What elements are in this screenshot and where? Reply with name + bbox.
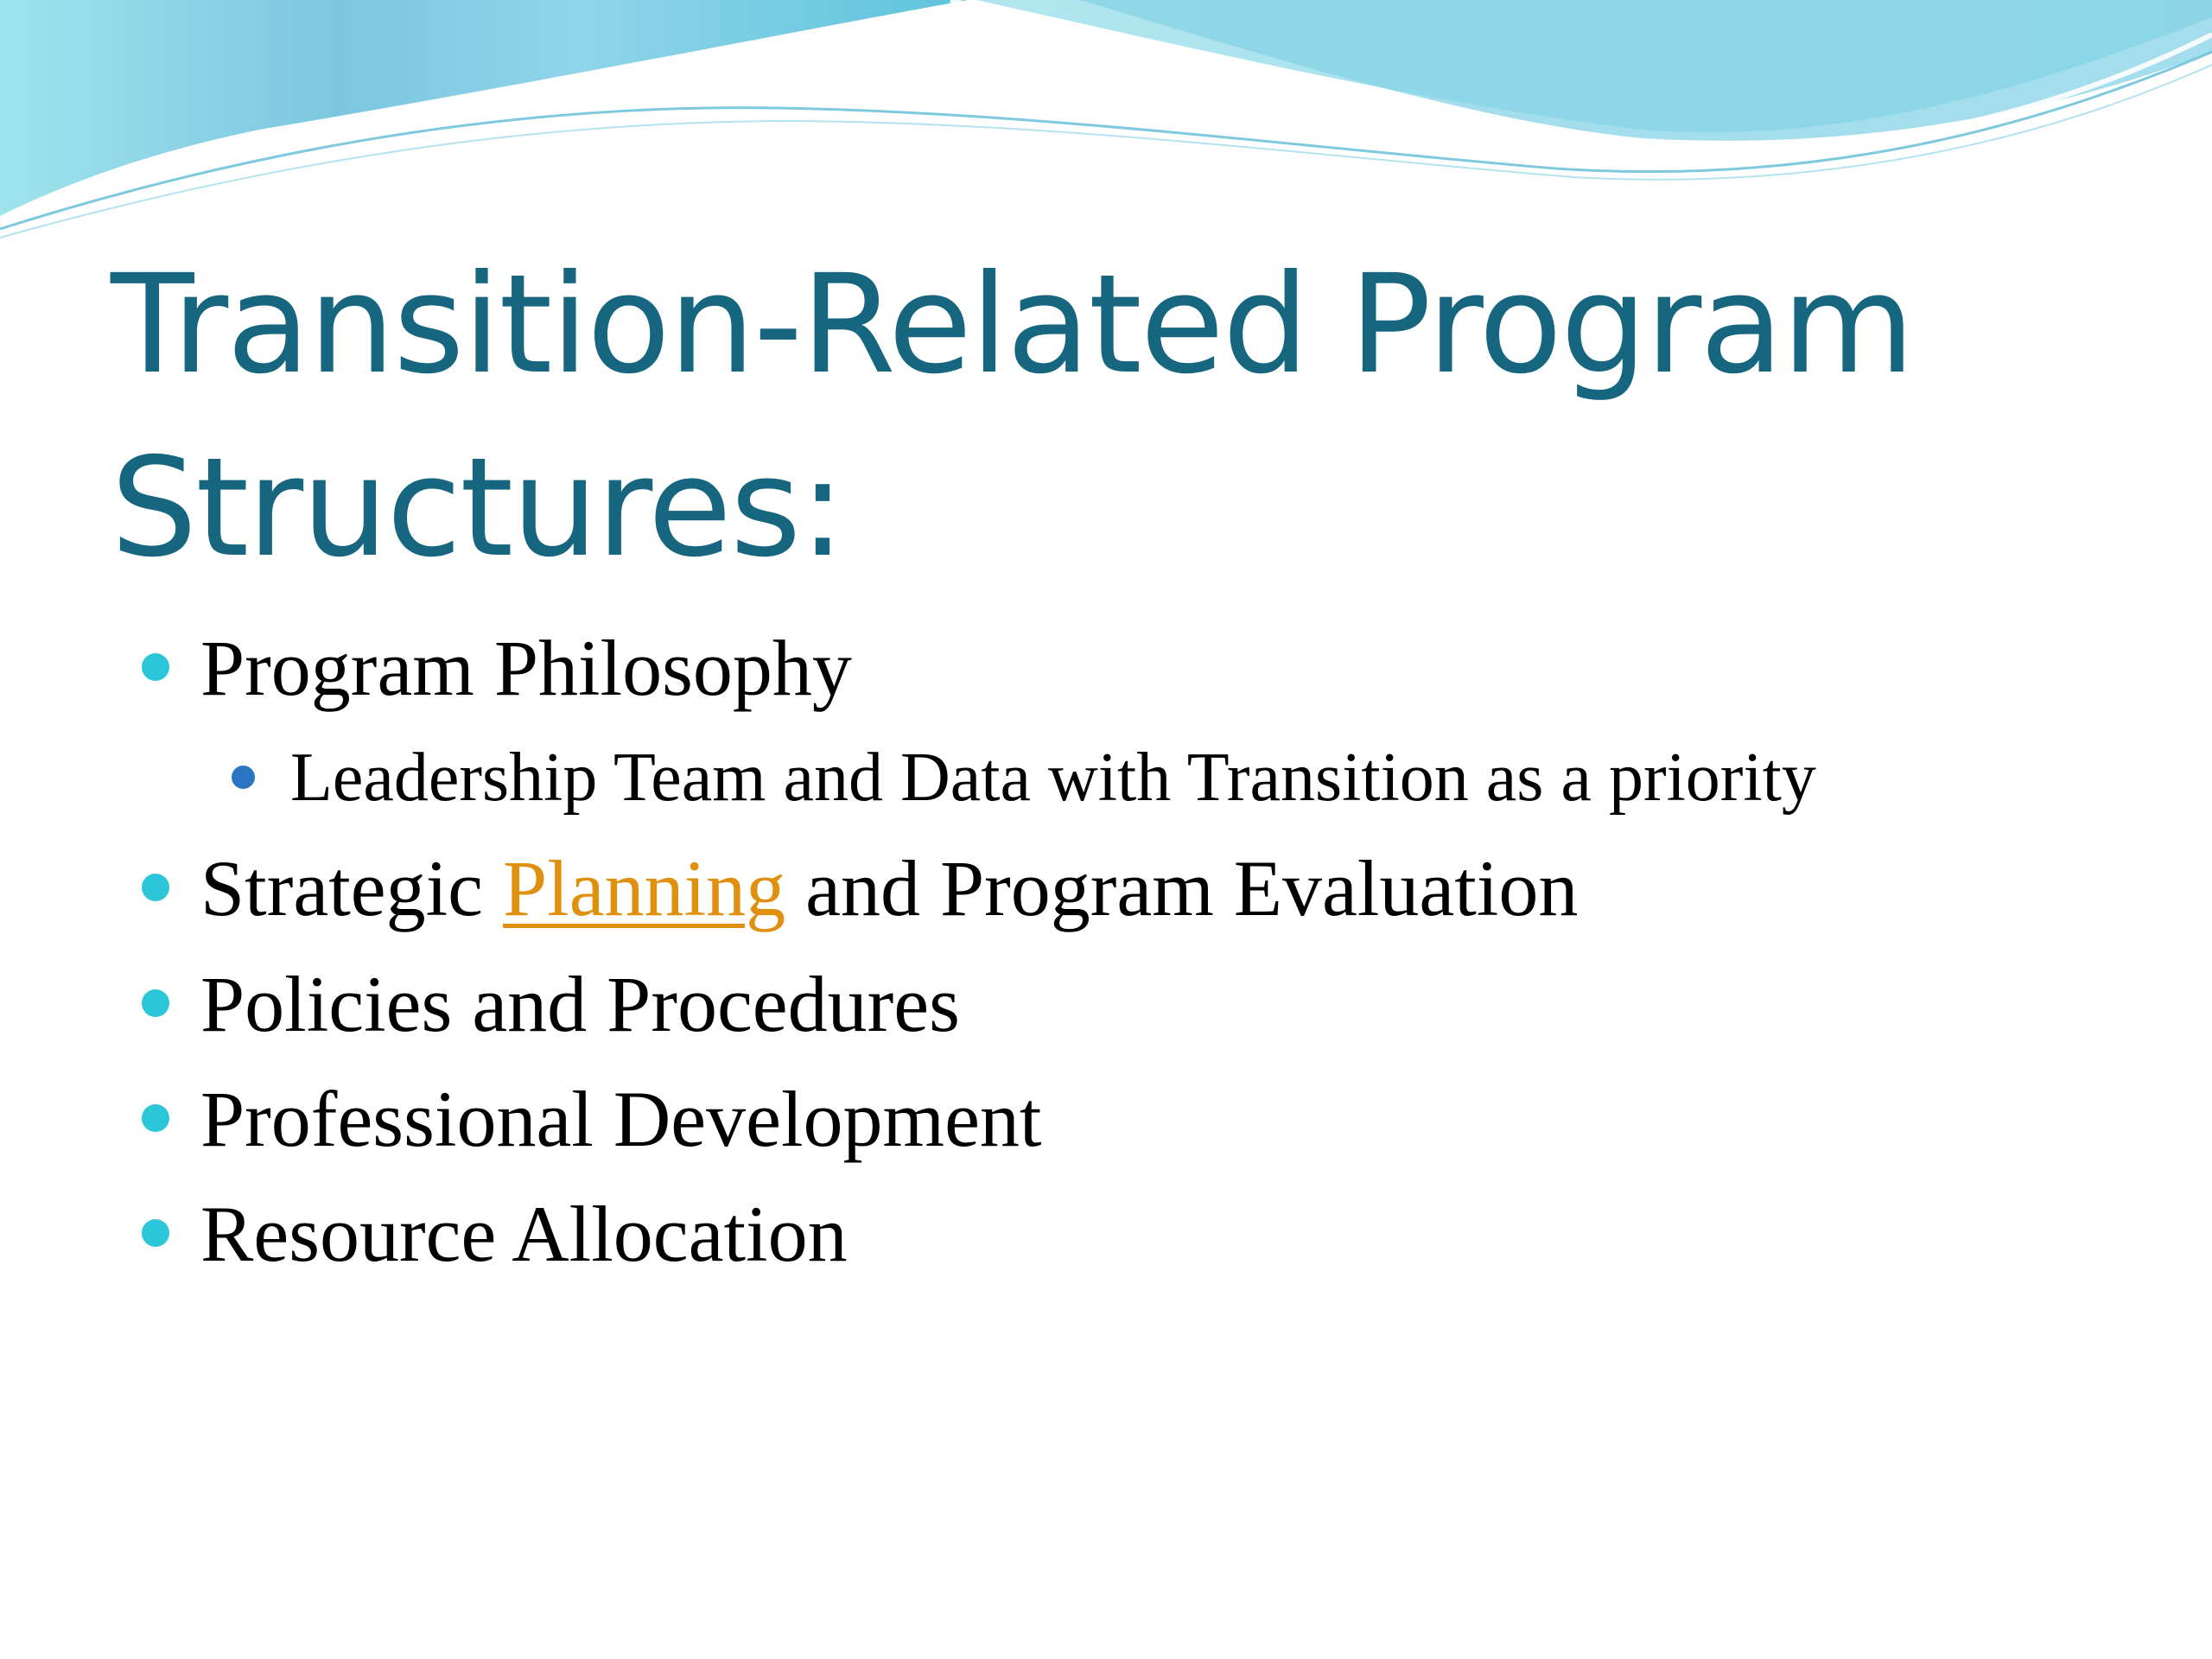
bullet-text-prefix: Strategic [200,844,503,932]
sub-bullet-item-leadership-team [290,736,1816,819]
bullet-item-program-philosophy [200,620,852,715]
sub-bullet-icon [232,766,255,789]
sub-bullet-text: Leadership Team and Data with Transition as a priority [290,740,1816,816]
bullet-text-suffix: and Program Evaluation [785,844,1579,932]
bullet-item-professional-development [200,1071,1041,1166]
bullet-text: Resource Allocation [200,1190,848,1278]
bullet-icon [142,653,169,681]
slide-title-line-1: Transition-Related Program [111,245,1914,404]
bullet-text: Program Philosophy [200,624,852,712]
planning-link[interactable]: Planning [503,844,786,932]
bullet-icon [142,989,169,1017]
bullet-icon [142,874,169,901]
bullet-text: Policies and Procedures [200,960,960,1048]
bullet-text: Professional Development [200,1075,1042,1163]
bullet-item-strategic-planning [200,841,1578,936]
slide-title-line-2: Structures: [111,429,844,588]
bullet-icon [142,1219,169,1247]
bullet-item-policies [200,957,960,1052]
bullet-item-resource-allocation [200,1186,848,1281]
bullet-icon [142,1104,169,1132]
